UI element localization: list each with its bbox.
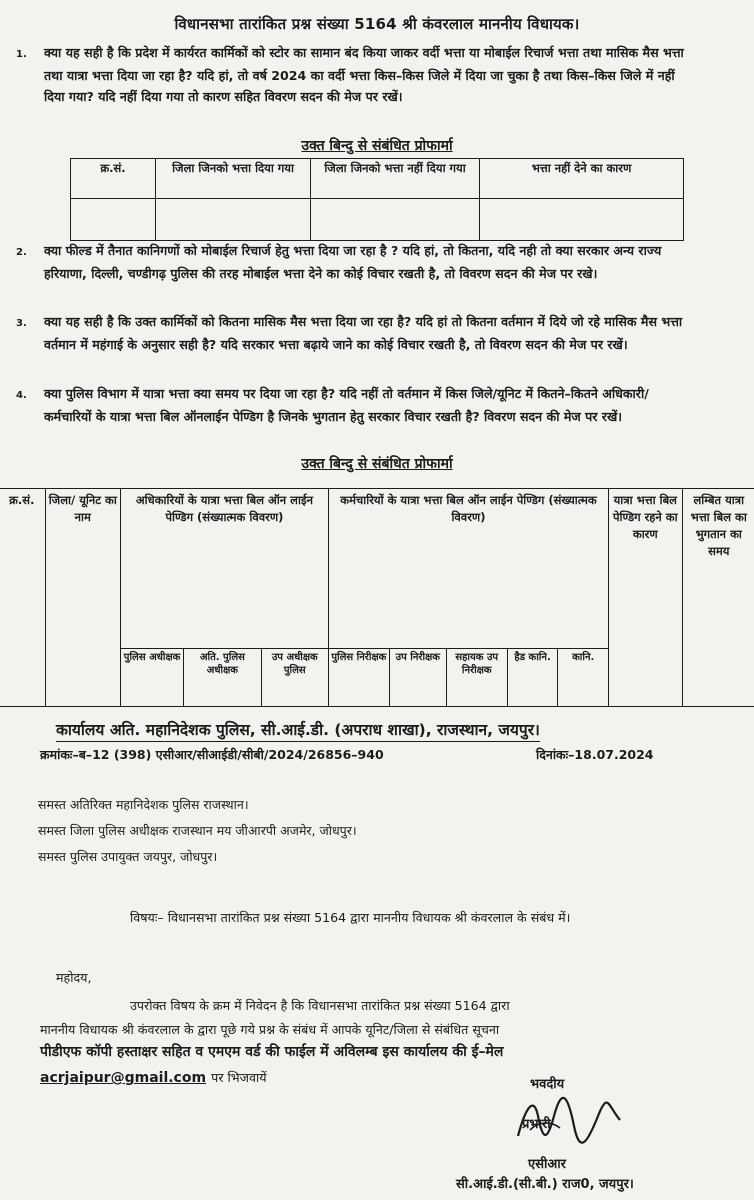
question-3 xyxy=(16,311,684,355)
letter-date: दिनांकः–18.07.2024 xyxy=(536,747,654,762)
subject-text: विधानसभा तारांकित प्रश्न संख्या 5164 द्वारा माननीय विधायक श्री कंवरलाल के संबंध में। xyxy=(167,910,571,925)
header-officers-ta: अधिकारियों के यात्रा भत्ता बिल ऑन लाईन पेण्डिग (संख्यात्मक विवरण) xyxy=(121,489,329,649)
sign-in-charge: प्रभारी xyxy=(522,1117,551,1132)
header-sno: क्र.सं. xyxy=(71,159,156,199)
office-header: कार्यालय अति. महानिदेशक पुलिस, सी.आई.डी. (अपराध शाखा), राजस्थान, जयपुर। xyxy=(56,718,540,742)
body-line-4-suffix: पर भिजवायें xyxy=(211,1070,267,1085)
salutation: महोदय, xyxy=(56,970,92,985)
subheader-head-constable: हैड कानि. xyxy=(507,649,558,707)
addressee: समस्त पुलिस उपायुक्त जयपुर, जोधपुर। xyxy=(38,849,218,864)
proforma-2-table xyxy=(0,488,754,707)
table-cell xyxy=(311,199,480,241)
subheader-asp: अति. पुलिस अधीक्षक xyxy=(184,649,262,707)
header-sno: क्र.सं. xyxy=(0,489,45,707)
subheader-constable: कानि. xyxy=(558,649,609,707)
email-link[interactable]: acrjaipur@gmail.com xyxy=(40,1070,207,1086)
sign-department: सी.आई.डी.(सी.बी.) राज0, जयपुर। xyxy=(456,1177,634,1192)
header-pending-reason: यात्रा भत्ता बिल पेण्डिग रहने का कारण xyxy=(609,489,682,707)
subject-label: विषयः– xyxy=(130,910,164,925)
subject xyxy=(130,906,690,930)
subheader-dysp: उप अधीक्षक पुलिस xyxy=(261,649,328,707)
document-title: विधानसभा तारांकित प्रश्न संख्या 5164 श्री कंवरलाल माननीय विधायक। xyxy=(174,15,580,33)
table-cell xyxy=(71,199,156,241)
addressee-list xyxy=(38,792,357,870)
question-4 xyxy=(16,383,684,427)
header-district-given: जिला जिनको भत्ता दिया गया xyxy=(156,159,311,199)
subheader-si: उप निरीक्षक xyxy=(389,649,446,707)
proforma-1-table xyxy=(70,158,684,241)
subheader-inspector: पुलिस निरीक्षक xyxy=(328,649,389,707)
table-cell xyxy=(156,199,311,241)
addressee: समस्त जिला पुलिस अधीक्षक राजस्थान मय जीआरपी अजमेर, जोधपुर। xyxy=(38,823,357,838)
question-number: 1. xyxy=(16,49,27,60)
proforma-2-title: उक्त बिन्दु से संबंधित प्रोफार्मा xyxy=(301,456,453,472)
header-district-not-given: जिला जिनको भत्ता नहीं दिया गया xyxy=(311,159,480,199)
body-line-4 xyxy=(40,1066,267,1090)
header-employees-ta: कर्मचारियों के यात्रा भत्ता बिल ऑन लाईन पेण्डिग (संख्यात्मक विवरण) xyxy=(328,489,608,649)
body-line-3: पीडीएफ कॉपी हस्ताक्षर सहित व एमएम वर्ड की फाईल में अविलम्ब इस कार्यालय की ई–मेल xyxy=(40,1044,504,1060)
question-1 xyxy=(16,42,684,107)
question-text: क्या यह सही है कि प्रदेश में कार्यरत कार्मिकों को स्टोर का सामान बंद किया जाकर वर्दी भत्ता या मोबाईल रिचार्ज भत्ता तथा मासिक मैस भत्ता तथा यात्रा भत्ता दिया जा रहा है? यदि हां, तो वर्ष 2024 का वर्दी भत्ता किस–किस जिले में दिया जा चुका है तथा किस–किस जिले में नहीं दिया गया? यदि नहीं दिया गया तो कारण सहित विवरण सदन की मेज पर रखें। xyxy=(44,45,684,104)
header-payment-time: लम्बित यात्रा भत्ता बिल का भुगतान का समय xyxy=(682,489,754,707)
proforma-1-title: उक्त बिन्दु से संबंधित प्रोफार्मा xyxy=(301,138,453,154)
question-text: क्या फील्ड में तैनात कानिगणों को मोबाईल रिचार्ज हेतु भत्ता दिया जा रहा है ? यदि हां, तो कितना, यदि नही तो क्या सरकार अन्य राज्य हरियाणा, दिल्ली, चण्डीगढ़ पुलिस की तरह मोबाईल भत्ता देने का कोई विचार रखती है, तो विवरण सदन की मेज पर रखे। xyxy=(44,243,662,281)
table-cell xyxy=(480,199,684,241)
sign-yours: भवदीय xyxy=(530,1077,565,1092)
reference-number: क्रमांकः–ब–12 (398) एसीआर/सीआईडी/सीबी/2024/26856–940 xyxy=(40,747,384,762)
body-line-2: माननीय विधायक श्री कंवरलाल के द्वारा पूछे गये प्रश्न के संबंध में आपके यूनिट/जिला से संबंधित सूचना xyxy=(40,1022,500,1037)
question-text: क्या यह सही है कि उक्त कार्मिकों को कितना मासिक मैस भत्ता दिया जा रहा है? यदि हां तो कितना वर्तमान में दिये जो रहे मासिक मैस भत्ता वर्तमान में महंगाई के अनुसार सही है? यदि सरकार भत्ता बढ़ाये जाने का कोई विचार रखती है, तो विवरण सदन की मेज पर रखें। xyxy=(44,314,683,352)
subheader-asi: सहायक उप निरीक्षक xyxy=(446,649,507,707)
addressee: समस्त अतिरिक्त महानिदेशक पुलिस राजस्थान। xyxy=(38,797,249,812)
sign-acr: एसीआर xyxy=(528,1157,566,1172)
question-number: 2. xyxy=(16,247,27,258)
question-2 xyxy=(16,240,684,284)
question-number: 4. xyxy=(16,390,27,401)
question-text: क्या पुलिस विभाग में यात्रा भत्ता क्या समय पर दिया जा रहा है? यदि नहीं तो वर्तमान में किस जिले/यूनिट में कितने–कितने अधिकारी/कर्मचारियों के यात्रा भत्ता बिल ऑनलाईन पेण्डिग है जिनके भुगतान हेतु सरकार विचार रखती है? विवरण सदन की मेज पर रखें। xyxy=(44,386,649,424)
question-number: 3. xyxy=(16,318,27,329)
header-reason: भत्ता नहीं देने का कारण xyxy=(480,159,684,199)
body-line-1: उपरोक्त विषय के क्रम में निवेदन है कि विधानसभा तारांकित प्रश्न संख्या 5164 द्वारा xyxy=(130,998,510,1013)
header-district-unit: जिला/ यूनिट का नाम xyxy=(45,489,120,707)
subheader-sp: पुलिस अधीक्षक xyxy=(121,649,184,707)
